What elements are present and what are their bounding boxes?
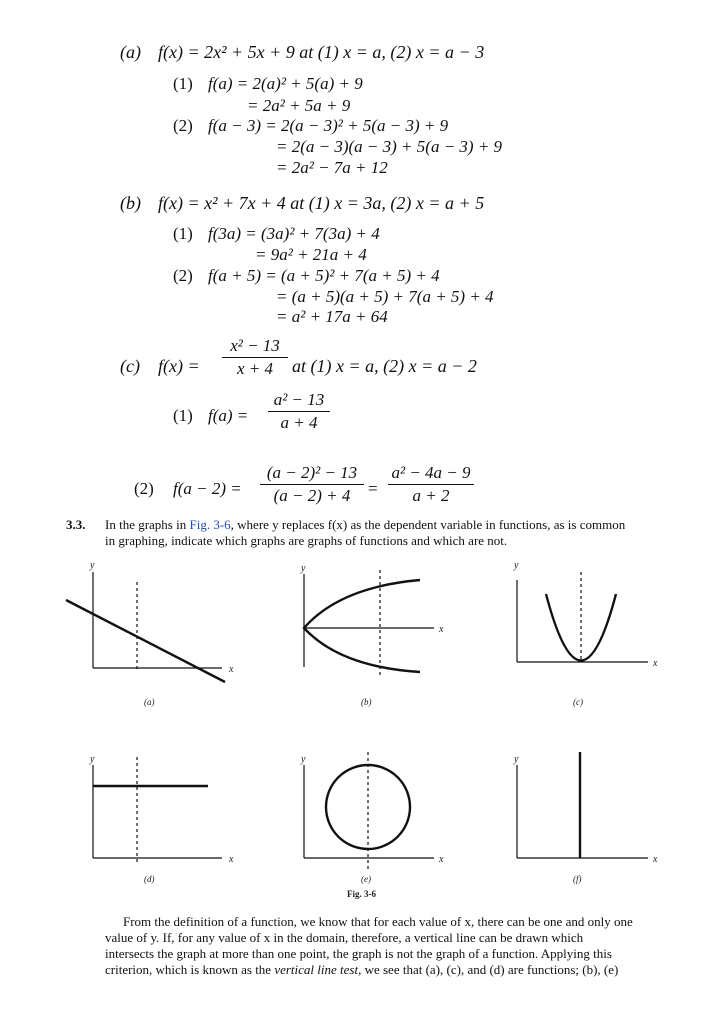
part-b-step2-line1: f(a + 5) = (a + 5)² + 7(a + 5) + 4	[208, 266, 440, 285]
part-a-step2-line1: f(a − 3) = 2(a − 3)² + 5(a − 3) + 9	[208, 116, 449, 135]
panel-label-b: (b)	[361, 697, 372, 707]
part-b-step2-number: (2)	[173, 266, 193, 285]
part-c-step1-number: (1)	[173, 406, 193, 425]
figure-link[interactable]: Fig. 3-6	[189, 517, 231, 532]
axis-x-label-d: x	[229, 854, 234, 865]
axis-x-label-c: x	[653, 658, 658, 669]
part-c-step2-fraction-2-denominator: a + 2	[412, 486, 450, 505]
part-c-tail: at (1) x = a, (2) x = a − 2	[292, 356, 477, 376]
part-a-label: (a)	[120, 42, 141, 62]
part-c-step2-equals: =	[368, 479, 378, 498]
part-b-step2-line3: = a² + 17a + 64	[276, 307, 388, 326]
fraction-bar	[222, 357, 288, 358]
problem-text-before-link: In the graphs in	[105, 517, 190, 532]
axis-y-label-c: y	[514, 560, 519, 571]
panel-label-a: (a)	[144, 697, 155, 707]
axis-x-label-a: x	[229, 664, 234, 675]
part-b-statement: f(x) = x² + 7x + 4 at (1) x = 3a, (2) x = a + 5	[158, 193, 485, 213]
part-a-step2-number: (2)	[173, 116, 193, 135]
problem-number: 3.3.	[66, 517, 86, 532]
part-c-fraction	[222, 336, 288, 379]
graph-a-line	[66, 600, 225, 682]
solution-line4-before: criterion, which is known as the	[105, 962, 275, 977]
graph-d	[93, 757, 222, 862]
solution-line2: value of y. If, for any value of x in the domain, therefore, a vertical line can be drawn which	[105, 930, 584, 945]
part-a-step1-line2: = 2a² + 5a + 9	[247, 96, 351, 115]
fraction-bar	[268, 411, 330, 412]
part-c-step1-fraction	[268, 390, 330, 433]
part-c-step2-fraction-1-numerator: (a − 2)² − 13	[266, 463, 358, 482]
axis-y-label-d: y	[90, 754, 95, 765]
part-c-step1-lhs: f(a) =	[208, 406, 249, 425]
solution-line4	[105, 962, 618, 978]
graph-c	[517, 572, 648, 662]
axis-y-label-b: y	[301, 563, 306, 574]
axis-y-label-a: y	[90, 560, 95, 571]
part-b-step1-line2: = 9a² + 21a + 4	[255, 245, 367, 264]
part-c-step1-denominator: a + 4	[280, 413, 318, 432]
solution-line3: intersects the graph at more than one point, the graph is not the graph of a function. Applying this	[105, 946, 612, 961]
vertical-line-test-term: vertical line test,	[274, 962, 362, 977]
part-a-step2-line2: = 2(a − 3)(a − 3) + 5(a − 3) + 9	[276, 137, 503, 156]
part-b-step1-line1: f(3a) = (3a)² + 7(3a) + 4	[208, 224, 380, 243]
part-a-step2-line3: = 2a² − 7a + 12	[276, 158, 388, 177]
part-c-step2-fraction-1	[260, 463, 364, 506]
part-a-step1-number: (1)	[173, 74, 193, 93]
part-c-step1-numerator: a² − 13	[273, 390, 325, 409]
problem-text-after-link: , where y replaces f(x) as the dependent variable in functions, as is common	[230, 517, 626, 532]
problem-text-line1	[105, 517, 625, 533]
graph-b	[304, 570, 434, 677]
part-c-step2-fraction-1-denominator: (a − 2) + 4	[273, 486, 351, 505]
axis-y-label-f: y	[514, 754, 519, 765]
panel-label-d: (d)	[144, 874, 155, 884]
problem-text-line2: in graphing, indicate which graphs are graphs of functions and which are not.	[105, 533, 508, 548]
graph-f	[517, 752, 648, 858]
part-c-fraction-numerator: x² − 13	[230, 336, 280, 355]
graph-a	[66, 572, 225, 682]
part-b-step2-line2: = (a + 5)(a + 5) + 7(a + 5) + 4	[276, 287, 494, 306]
part-a-statement: f(x) = 2x² + 5x + 9 at (1) x = a, (2) x = a − 3	[158, 42, 485, 62]
part-a-step1-line1: f(a) = 2(a)² + 5(a) + 9	[208, 74, 363, 93]
solution-line4-after: we see that (a), (c), and (d) are functions; (b), (e)	[361, 962, 619, 977]
solution-line1: From the definition of a function, we know that for each value of x, there can be one and only one	[123, 914, 633, 929]
figure-3-6	[0, 552, 723, 912]
axis-x-label-f: x	[653, 854, 658, 865]
part-b-step1-number: (1)	[173, 224, 193, 243]
part-c-label: (c)	[120, 356, 140, 376]
graph-e	[304, 752, 434, 872]
part-c-fx: f(x) =	[158, 356, 200, 376]
panel-label-f: (f)	[573, 874, 582, 884]
graph-b-parabola	[304, 580, 420, 672]
axis-y-label-e: y	[301, 754, 306, 765]
part-c-step2-fraction-2	[388, 463, 474, 506]
part-c-step2-fraction-2-numerator: a² − 4a − 9	[391, 463, 471, 482]
fraction-bar	[260, 484, 364, 485]
axis-x-label-b: x	[439, 624, 444, 635]
panel-label-c: (c)	[573, 697, 583, 707]
fraction-bar	[388, 484, 474, 485]
part-c-step2-lhs: f(a − 2) =	[173, 479, 242, 498]
axis-x-label-e: x	[439, 854, 444, 865]
figure-caption: Fig. 3-6	[347, 889, 376, 899]
panel-label-e: (e)	[361, 874, 371, 884]
part-b-label: (b)	[120, 193, 141, 213]
part-c-fraction-denominator: x + 4	[236, 359, 274, 378]
part-c-step2-number: (2)	[134, 479, 154, 498]
